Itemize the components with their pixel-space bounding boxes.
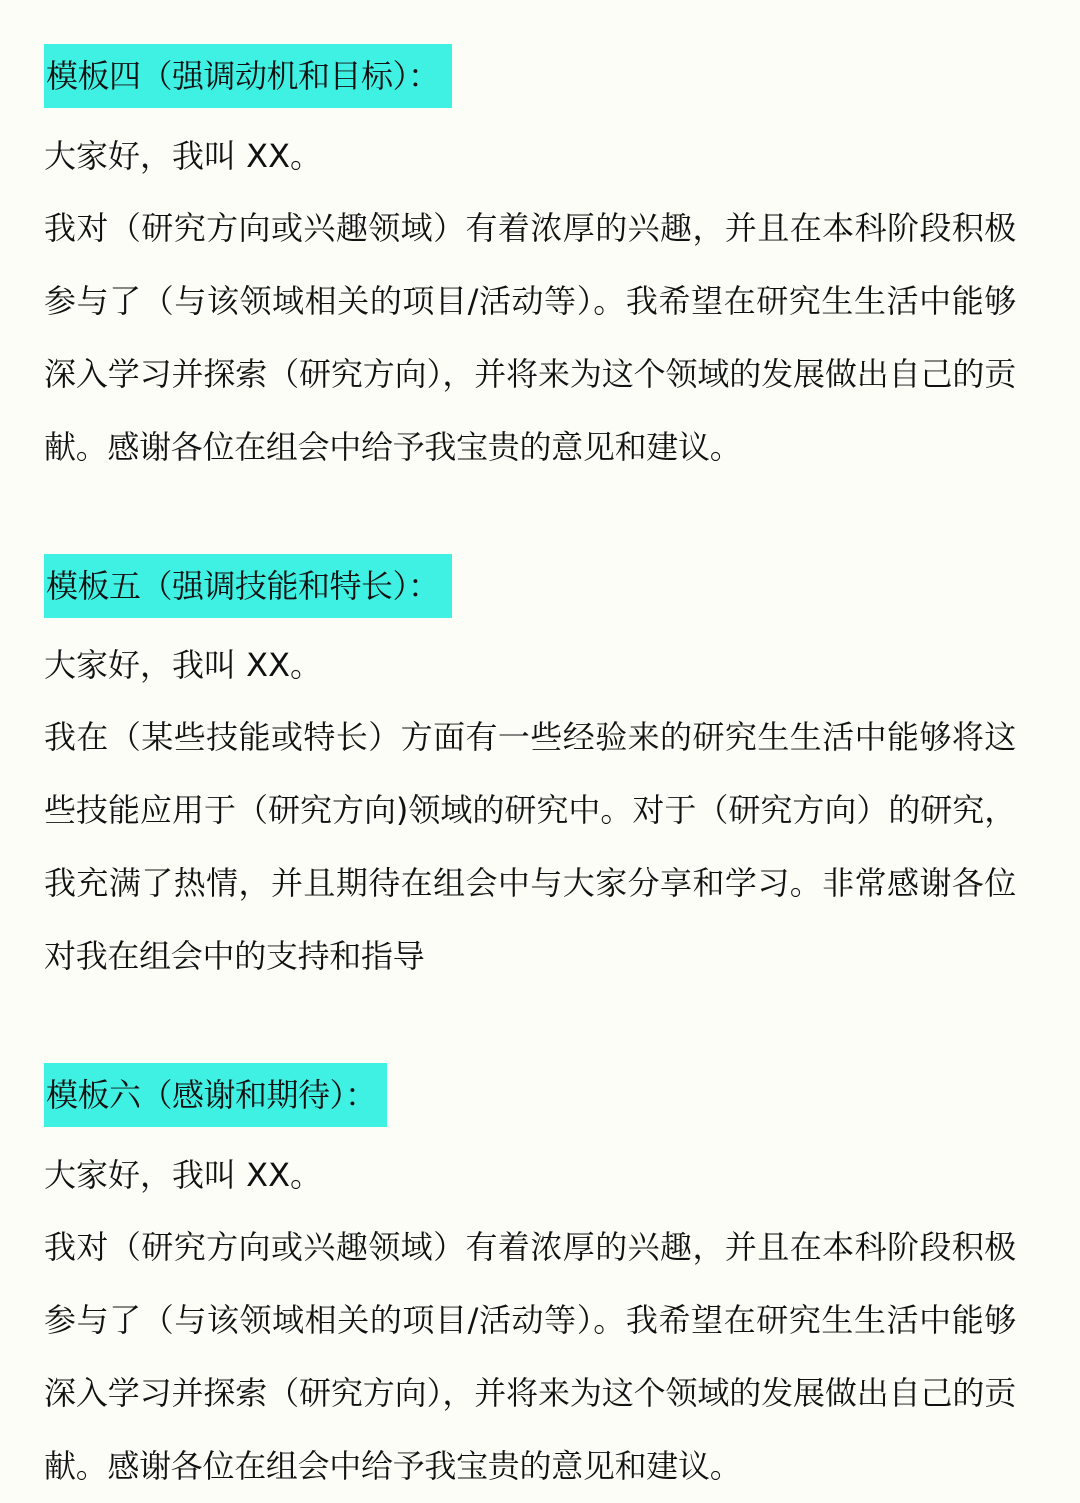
template-body: 我在（某些技能或特长）方面有一些经验来的研究生生活中能够将这些技能应用于（研究方向)领域的研究中。对于（研究方向）的研究，我充满了热情，并且期待在组会中与大家分享和学习。非常感谢各位对我在组会中的支持和指导	[44, 718, 1016, 975]
template-heading: 模板五（强调技能和特长）：	[44, 554, 452, 618]
template-body: 我对（研究方向或兴趣领域）有着浓厚的兴趣，并且在本科阶段积极参与了（与该领域相关的项目/活动等）。我希望在研究生生活中能够深入学习并探索（研究方向），并将来为这个领域的发展做出自己的贡献。感谢各位在组会中给予我宝贵的意见和建议。	[44, 209, 1016, 466]
greeting-line: 大家好，我叫 XX。	[44, 646, 323, 684]
greeting-line: 大家好，我叫 XX。	[44, 1156, 323, 1194]
greeting-line: 大家好，我叫 XX。	[44, 137, 323, 175]
template-body: 我对（研究方向或兴趣领域）有着浓厚的兴趣，并且在本科阶段积极参与了（与该领域相关的项目/活动等）。我希望在研究生生活中能够深入学习并探索（研究方向），并将来为这个领域的发展做出自己的贡献。感谢各位在组会中给予我宝贵的意见和建议。	[44, 1228, 1016, 1485]
template-heading: 模板四（强调动机和目标）：	[44, 44, 452, 108]
template-heading: 模板六（感谢和期待）：	[44, 1063, 387, 1127]
